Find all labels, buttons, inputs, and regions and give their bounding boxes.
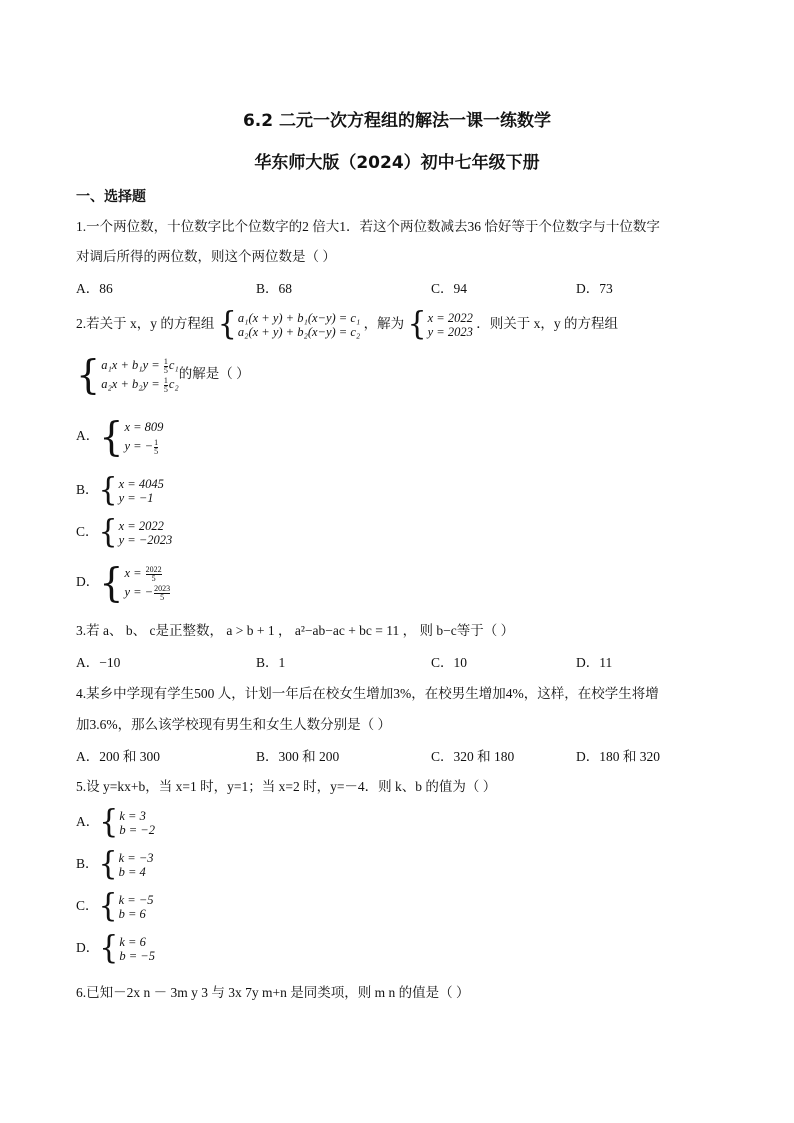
q2-option-c: C． { x = 2022 y = −2023 bbox=[76, 514, 173, 551]
q2-option-d: D． { x = $\frac{2022}{5}$ y = − $\frac{2023}{5}$ bbox=[76, 559, 171, 607]
q5-option-c: C． { k = −5 b = 6 bbox=[76, 888, 154, 925]
q3-text: 3.若 a、 b、 c是正整数， a > b + 1 ， a²−ab−ac + bc = 11 ， 则 b−c等于（ ） bbox=[76, 623, 515, 638]
q2-system-2 bbox=[76, 351, 179, 399]
q4-text-line1: 4.某乡中学现有学生500 人，计划一年后在校女生增加3%，在校男生增加4%，这样，在校学生将增 bbox=[76, 686, 659, 701]
q2-option-a: A． { x = 809 y = − $\frac{1}{5}$ bbox=[76, 413, 164, 461]
q1-option-b: B．68 bbox=[256, 281, 293, 296]
q2-prefix: 2.若关于 x，y 的方程组 bbox=[76, 316, 215, 332]
q1-text-line2: 对调后所得的两位数，则这个两位数是（ ） bbox=[76, 249, 336, 264]
q5-option-b: B． { k = −3 b = 4 bbox=[76, 846, 154, 883]
brace-icon: { bbox=[76, 351, 101, 399]
q1-option-a: A．86 bbox=[76, 281, 113, 296]
page-subtitle: 华东师大版（2024）初中七年级下册 bbox=[254, 153, 540, 173]
brace-icon: { bbox=[99, 413, 124, 461]
q4-option-d: D．180 和 320 bbox=[576, 749, 660, 764]
q3-option-c: C．10 bbox=[431, 655, 468, 670]
brace-icon: { bbox=[99, 559, 124, 607]
brace-icon: { bbox=[98, 846, 118, 883]
q2-system1-row2: a₂(x + y) + b₂(x−y) = c₂ bbox=[237, 325, 361, 339]
q3-option-a: A．−10 bbox=[76, 655, 121, 670]
q4-text-line2: 加3.6%，那么该学校现有男生和女生人数分别是（ ） bbox=[76, 717, 391, 732]
q3-option-d: D．11 bbox=[576, 655, 613, 670]
brace-icon: { bbox=[98, 472, 118, 509]
q2-suffix: ．则关于 x，y 的方程组 bbox=[476, 316, 618, 332]
q2-mid: ，解为 bbox=[363, 316, 405, 332]
brace-icon: { bbox=[99, 804, 119, 841]
q1-option-c: C．94 bbox=[431, 281, 468, 296]
q3-option-b: B．1 bbox=[256, 655, 286, 670]
q6-text: 6.已知－2x n － 3m y 3 与 3x 7y m+n 是同类项，则 m n 的值是（ ） bbox=[76, 985, 470, 1000]
q1-option-d: D．73 bbox=[576, 281, 613, 296]
q2-system1-row1: a₁(x + y) + b₁(x−y) = c₁ bbox=[237, 311, 361, 325]
q2-system2-row1: a₁x + b₁y = $\frac{1}{5}$ c₁ bbox=[101, 356, 179, 375]
q2-text-line2 bbox=[76, 348, 250, 400]
section-heading: 一、选择题 bbox=[76, 189, 146, 205]
q1-text-line1: 1.一个两位数，十位数字比个位数字的2 倍大1．若这个两位数减去36 恰好等于个位数字与十位数字 bbox=[76, 219, 660, 234]
q4-option-a: A．200 和 300 bbox=[76, 749, 160, 764]
brace-icon: { bbox=[217, 306, 237, 343]
page-title: 6.2 二元一次方程组的解法一课一练数学 bbox=[242, 111, 552, 131]
q2-tail: 的解是（ ） bbox=[178, 366, 250, 381]
brace-icon: { bbox=[98, 514, 118, 551]
q4-option-c: C．320 和 180 bbox=[431, 749, 515, 764]
q4-option-b: B．300 和 200 bbox=[256, 749, 340, 764]
q2-solution-row2: y = 2023 bbox=[427, 325, 473, 339]
brace-icon: { bbox=[99, 930, 119, 967]
q2-system2-row2: a₂x + b₂y = $\frac{1}{5}$ c₂ bbox=[101, 375, 179, 394]
q5-option-a: A． { k = 3 b = −2 bbox=[76, 804, 155, 841]
q2-text-line1 bbox=[76, 306, 618, 343]
q2-option-b: B． { x = 4045 y = −1 bbox=[76, 472, 164, 509]
brace-icon: { bbox=[407, 306, 427, 343]
q2-solution bbox=[407, 306, 473, 343]
q2-system-1 bbox=[217, 306, 361, 343]
brace-icon: { bbox=[98, 888, 118, 925]
q2-solution-row1: x = 2022 bbox=[427, 311, 473, 325]
q5-text: 5.设 y=kx+b，当 x=1 时，y=1；当 x=2 时，y=－4．则 k、b 的值为（ ） bbox=[76, 779, 497, 794]
q5-option-d: D． { k = 6 b = −5 bbox=[76, 930, 155, 967]
